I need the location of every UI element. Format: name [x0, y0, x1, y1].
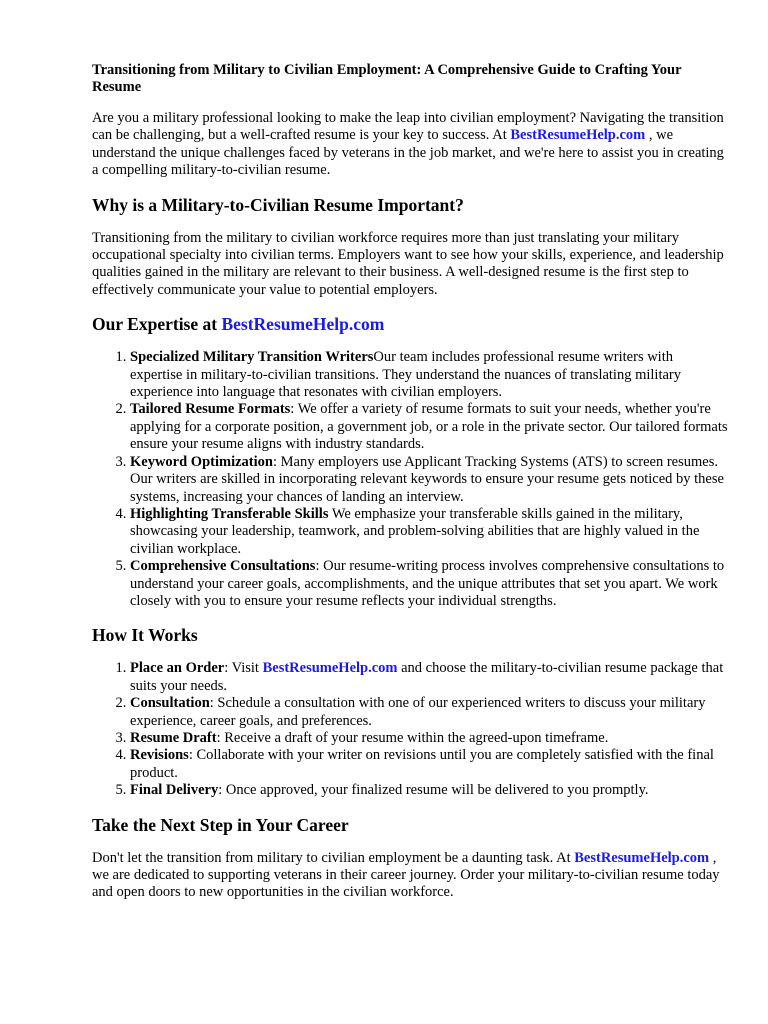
brand-link[interactable]: BestResumeHelp.com	[262, 660, 398, 677]
intro-paragraph	[92, 110, 728, 180]
document-title: Transitioning from Military to Civilian Employment: A Comprehensive Guide to Crafting Your Resume	[92, 62, 682, 95]
brand-link[interactable]: BestResumeHelp.com	[574, 849, 710, 866]
list-item	[130, 401, 728, 453]
next-step-heading: Take the Next Step in Your Career	[92, 814, 349, 835]
list-item	[130, 660, 728, 695]
how-list	[92, 660, 728, 799]
list-item	[130, 730, 728, 747]
list-item-text: : Visit	[224, 660, 263, 677]
list-item-text: : We offer a variety of resume formats to suit your needs, whether you're applying for a corporate position, a government job, or a role in the private sector. Our tailored formats ensure your resume aligns with industry standards.	[130, 401, 728, 453]
list-item	[130, 558, 728, 610]
brand-link[interactable]: BestResumeHelp.com	[510, 127, 646, 144]
list-item-text: and choose the military-to-civilian resume package that suits your needs.	[130, 660, 724, 694]
list-item-text: : Our resume-writing process involves comprehensive consultations to understand your career goals, accomplishments, and the unique attributes that set you apart. We work closely with you to ensure your resume reflects your individual strengths.	[130, 558, 725, 609]
list-item-term: Comprehensive Consultations	[130, 558, 316, 575]
brand-link[interactable]: BestResumeHelp.com	[221, 314, 385, 335]
list-item-text: : Once approved, your finalized resume will be delivered to you promptly.	[218, 782, 649, 799]
list-item	[130, 747, 728, 782]
why-heading: Why is a Military-to-Civilian Resume Important?	[92, 194, 464, 215]
intro-text-end: , we understand the unique challenges faced by veterans in the job market, and we're here to assist you in creating a compelling military-to-civilian resume.	[92, 127, 724, 179]
list-item-term: Tailored Resume Formats	[130, 401, 291, 418]
expertise-heading-prefix: Our Expertise at	[92, 314, 222, 335]
why-paragraph: Transitioning from the military to civilian workforce requires more than just translating your military occupational specialty into civilian terms. Employers want to see how your skills, experience, and leadership qualities gained in the military are relevant to their business. A well-designed resume is the first step to effectively communicate your value to potential employers.	[92, 229, 724, 298]
list-item-text: Our team includes professional resume writers with expertise in military-to-civilian transitions. They understand the nuances of translating military experience into language that resonates with civilian employers.	[130, 349, 681, 401]
list-item-term: Revisions	[130, 747, 189, 764]
expertise-heading	[92, 313, 728, 335]
list-item-text: : Receive a draft of your resume within the agreed-upon timeframe.	[216, 729, 609, 746]
list-item-text: : Schedule a consultation with one of our experienced writers to discuss your military experience, career goals, and preferences.	[130, 695, 706, 729]
list-item	[130, 695, 728, 730]
expertise-list	[92, 349, 728, 610]
list-item	[130, 506, 728, 558]
intro-text-start: Are you a military professional looking to make the leap into civilian employment? Navigating the transition can be challenging, but a well-crafted resume is your key to success. At	[92, 110, 724, 144]
how-heading: How It Works	[92, 625, 198, 646]
list-item-text: : Many employers use Applicant Tracking Systems (ATS) to screen resumes. Our writers are skilled in incorporating relevant keywords to ensure your resume gets noticed by these systems, increasing your chances of landing an interview.	[130, 453, 724, 505]
closing-text-start: Don't let the transition from military to civilian employment be a daunting task. At	[92, 849, 575, 866]
list-item-term: Place an Order	[130, 660, 225, 677]
list-item	[130, 782, 728, 799]
list-item	[130, 349, 728, 401]
list-item-term: Resume Draft	[130, 729, 217, 746]
closing-paragraph	[92, 850, 728, 902]
list-item-term: Highlighting Transferable Skills	[130, 505, 329, 522]
list-item-term: Final Delivery	[130, 782, 219, 799]
list-item-term: Consultation	[130, 695, 210, 712]
closing-text-end: , we are dedicated to supporting veterans in their career journey. Order your military-to-civilian resume today and open doors to new opportunities in the civilian workforce.	[92, 849, 720, 901]
list-item-term: Keyword Optimization	[130, 453, 273, 470]
list-item	[130, 454, 728, 506]
list-item-text: : Collaborate with your writer on revisions until you are completely satisfied with the final product.	[130, 747, 714, 781]
list-item-term: Specialized Military Transition Writers	[130, 349, 374, 366]
list-item-text: We emphasize your transferable skills gained in the military, showcasing your leadership, teamwork, and problem-solving abilities that are highly valued in the civilian workplace.	[130, 505, 700, 557]
